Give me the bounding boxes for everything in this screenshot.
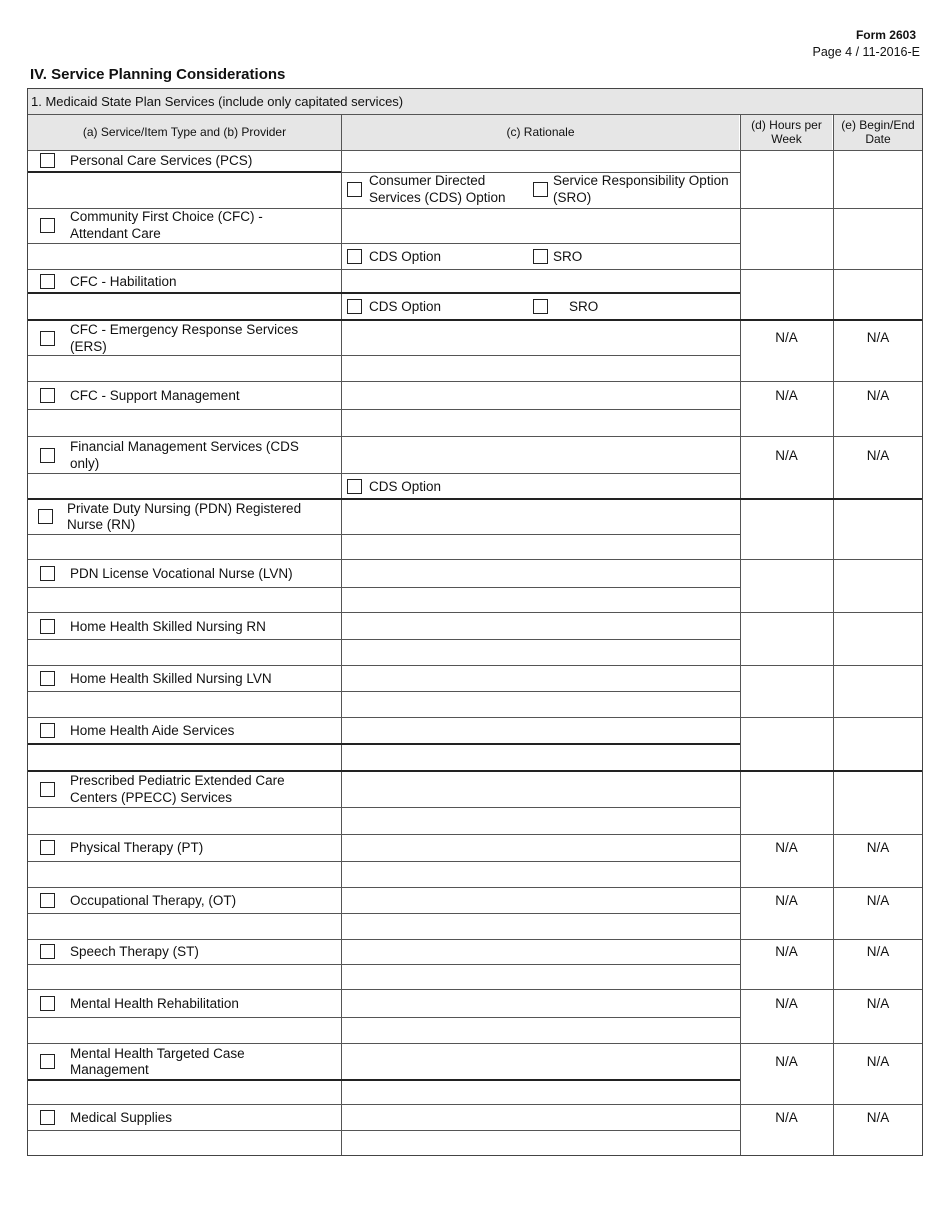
service-label-cfc-attendant-1: Community First Choice (CFC) - — [70, 209, 263, 224]
cfc-habilitation-cds-label: CDS Option — [369, 299, 442, 314]
pcs-checkbox[interactable] — [40, 153, 55, 168]
medical-supplies-dates: N/A — [866, 1110, 890, 1125]
pcs-sro-checkbox[interactable] — [533, 182, 548, 197]
grid-line — [28, 665, 922, 666]
column-header-c-label: (c) Rationale — [506, 125, 575, 139]
cfc-ers-dates: N/A — [866, 330, 890, 345]
pcs-cds-label-2: Services (CDS) Option — [369, 190, 506, 205]
grid-line — [28, 171, 341, 173]
service-label-pdn-lvn: PDN License Vocational Nurse (LVN) — [70, 566, 293, 581]
fms-hours: N/A — [775, 448, 798, 463]
cfc-support-mgmt-dates: N/A — [866, 388, 890, 403]
grid-line — [341, 115, 342, 1155]
fms-cds-label: CDS Option — [369, 479, 442, 494]
cfc-habilitation-checkbox[interactable] — [40, 274, 55, 289]
cfc-attendant-checkbox[interactable] — [40, 218, 55, 233]
pdn-lvn-checkbox[interactable] — [40, 566, 55, 581]
service-label-cfc-ers-2: (ERS) — [70, 339, 107, 354]
pt-checkbox[interactable] — [40, 840, 55, 855]
grid-line — [28, 770, 922, 772]
st-dates: N/A — [866, 944, 890, 959]
cfc-ers-checkbox[interactable] — [40, 331, 55, 346]
st-checkbox[interactable] — [40, 944, 55, 959]
grid-line — [28, 691, 740, 692]
service-label-pdn-rn-1: Private Duty Nursing (PDN) Registered — [67, 501, 302, 516]
pt-hours: N/A — [775, 840, 798, 855]
mh-tcm-dates: N/A — [866, 1054, 890, 1069]
cfc-habilitation-cds-checkbox[interactable] — [347, 299, 362, 314]
mh-tcm-checkbox[interactable] — [40, 1054, 55, 1069]
cfc-support-mgmt-hours: N/A — [775, 388, 798, 403]
column-header-d-label-2: Week — [771, 132, 802, 146]
grid-line — [28, 612, 922, 613]
pt-dates: N/A — [866, 840, 890, 855]
service-label-fms-2: only) — [70, 456, 100, 471]
service-label-cfc-habilitation: CFC - Habilitation — [70, 274, 177, 289]
cfc-support-mgmt-checkbox[interactable] — [40, 388, 55, 403]
pdn-rn-checkbox[interactable] — [38, 509, 53, 524]
grid-line — [28, 913, 740, 914]
grid-line — [28, 381, 922, 382]
form-number: Form 2603 — [855, 28, 916, 42]
column-header-a-label: (a) Service/Item Type and (b) Provider — [82, 125, 287, 139]
grid-line — [28, 559, 922, 560]
st-hours: N/A — [775, 944, 798, 959]
cfc-attendant-sro-checkbox[interactable] — [533, 249, 548, 264]
service-label-ppecc-1: Prescribed Pediatric Extended Care — [70, 773, 285, 788]
cfc-ers-hours: N/A — [775, 330, 798, 345]
ot-checkbox[interactable] — [40, 893, 55, 908]
cfc-attendant-cds-label: CDS Option — [369, 249, 442, 264]
grid-line — [28, 743, 740, 745]
section-title: IV. Service Planning Considerations — [30, 66, 286, 83]
grid-line — [28, 498, 922, 500]
grid-line — [28, 355, 740, 356]
grid-line — [28, 243, 740, 244]
service-label-pdn-rn-2: Nurse (RN) — [67, 517, 136, 532]
grid-line — [28, 1079, 740, 1081]
pcs-cds-label-1: Consumer Directed — [369, 173, 486, 188]
mh-rehab-hours: N/A — [775, 996, 798, 1011]
column-header-e-label-2: Date — [865, 132, 891, 146]
service-label-mh-rehab: Mental Health Rehabilitation — [70, 996, 239, 1011]
grid-line — [28, 409, 740, 410]
grid-line — [28, 436, 922, 437]
pcs-cds-checkbox[interactable] — [347, 182, 362, 197]
cfc-attendant-sro-label: SRO — [553, 249, 583, 264]
service-label-hh-sn-lvn: Home Health Skilled Nursing LVN — [70, 671, 272, 686]
grid-line — [28, 1043, 922, 1044]
service-label-ot: Occupational Therapy, (OT) — [70, 893, 237, 908]
fms-dates: N/A — [866, 448, 890, 463]
hh-aide-checkbox[interactable] — [40, 723, 55, 738]
grid-line — [28, 473, 740, 474]
service-label-st: Speech Therapy (ST) — [70, 944, 199, 959]
mh-rehab-dates: N/A — [866, 996, 890, 1011]
ppecc-checkbox[interactable] — [40, 782, 55, 797]
pcs-sro-label-1: Service Responsibility Option — [553, 173, 729, 188]
grid-line — [28, 1104, 922, 1105]
column-header-d-label-1: (d) Hours per — [751, 118, 822, 132]
service-label-medical-supplies: Medical Supplies — [70, 1110, 173, 1125]
service-label-pt: Physical Therapy (PT) — [70, 840, 204, 855]
service-label-mh-tcm-2: Management — [70, 1062, 149, 1077]
grid-line — [28, 292, 740, 294]
medical-supplies-hours: N/A — [775, 1110, 798, 1125]
mh-tcm-hours: N/A — [775, 1054, 798, 1069]
service-label-mh-tcm-1: Mental Health Targeted Case — [70, 1046, 245, 1061]
hh-sn-lvn-checkbox[interactable] — [40, 671, 55, 686]
ot-hours: N/A — [775, 893, 798, 908]
grid-line — [28, 639, 740, 640]
grid-line — [28, 114, 922, 115]
grid-line — [28, 150, 922, 151]
service-label-cfc-attendant-2: Attendant Care — [70, 226, 161, 241]
medical-supplies-checkbox[interactable] — [40, 1110, 55, 1125]
service-label-cfc-support-mgmt: CFC - Support Management — [70, 388, 240, 403]
grid-line — [28, 319, 922, 321]
grid-line — [28, 887, 922, 888]
grid-line — [28, 807, 740, 808]
fms-cds-checkbox[interactable] — [347, 479, 362, 494]
grid-line — [28, 834, 922, 835]
grid-line — [28, 534, 740, 535]
grid-line — [28, 269, 922, 270]
grid-line — [28, 1130, 740, 1131]
mh-rehab-checkbox[interactable] — [40, 996, 55, 1011]
grid-line — [28, 1017, 740, 1018]
grid-line — [28, 861, 740, 862]
grid-line — [28, 587, 740, 588]
table-caption: 1. Medicaid State Plan Services (include only capitated services) — [31, 94, 404, 109]
service-label-pcs: Personal Care Services (PCS) — [70, 153, 253, 168]
grid-line — [28, 717, 922, 718]
grid-line — [28, 989, 922, 990]
cfc-habilitation-sro-label: SRO — [569, 299, 599, 314]
service-label-fms-1: Financial Management Services (CDS — [70, 439, 299, 454]
pcs-sro-label-2: (SRO) — [553, 190, 592, 205]
service-label-hh-sn-rn: Home Health Skilled Nursing RN — [70, 619, 266, 634]
cfc-habilitation-sro-checkbox[interactable] — [533, 299, 548, 314]
cfc-attendant-cds-checkbox[interactable] — [347, 249, 362, 264]
service-label-ppecc-2: Centers (PPECC) Services — [70, 790, 233, 805]
grid-line — [28, 939, 922, 940]
service-label-cfc-ers-1: CFC - Emergency Response Services — [70, 322, 299, 337]
page-info: Page 4 / 11-2016-E — [812, 45, 920, 59]
fms-checkbox[interactable] — [40, 448, 55, 463]
column-header-e-label-1: (e) Begin/End — [841, 118, 915, 132]
ot-dates: N/A — [866, 893, 890, 908]
service-label-hh-aide: Home Health Aide Services — [70, 723, 235, 738]
grid-line — [28, 964, 740, 965]
hh-sn-rn-checkbox[interactable] — [40, 619, 55, 634]
